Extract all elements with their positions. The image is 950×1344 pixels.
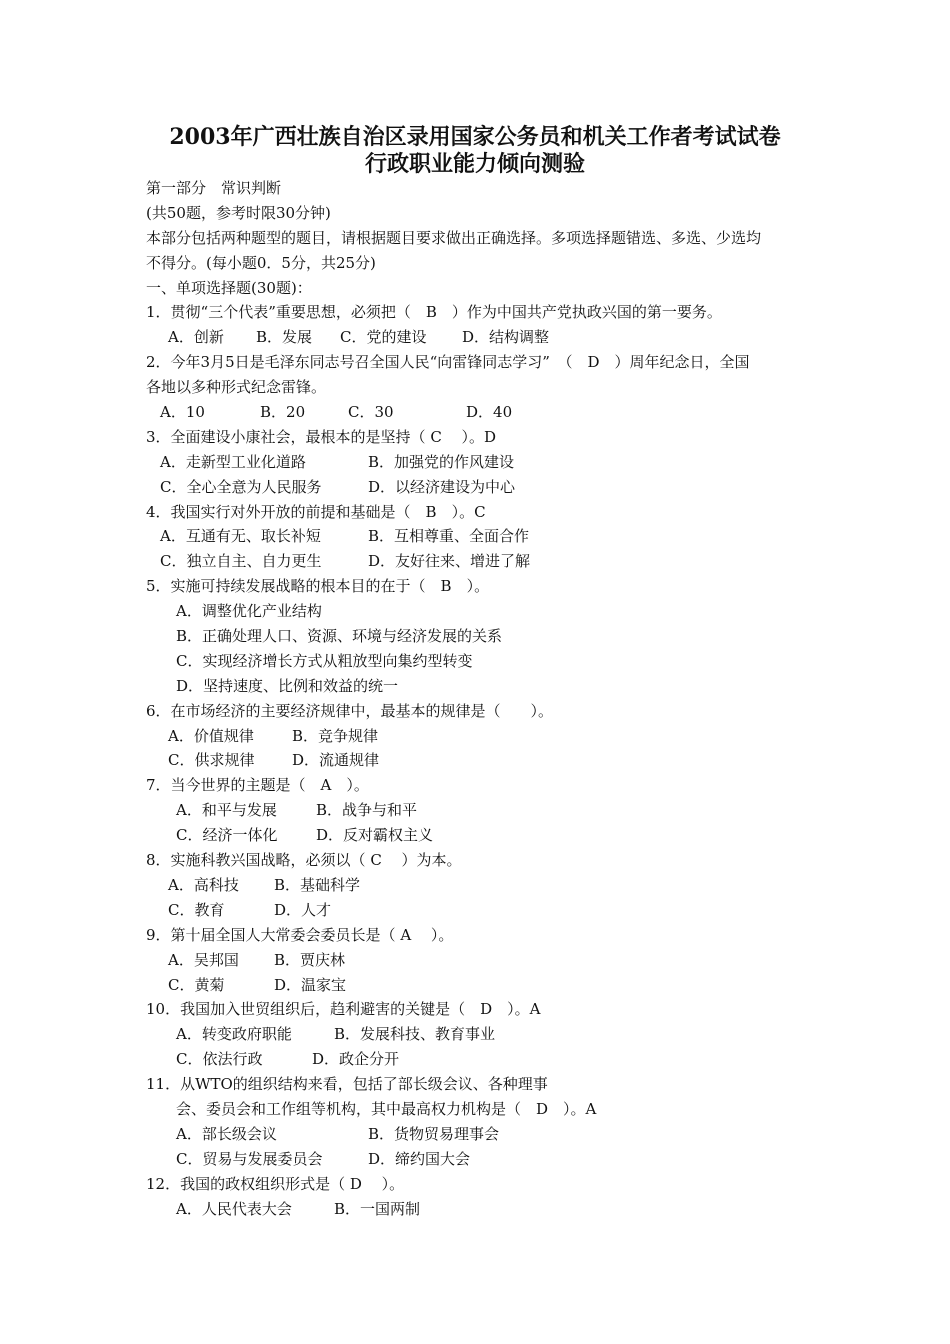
option-a: A．创新 [168, 328, 224, 347]
question-8-options-row2 [146, 898, 816, 923]
option-a: A．部长级会议 [176, 1124, 277, 1143]
document-title: 2003年广西壮族自治区录用国家公务员和机关工作者考试试卷 [169, 124, 781, 150]
option-b: B．发展 [256, 328, 313, 347]
option-d: D．40 [466, 403, 513, 422]
option-b: B．竞争规律 [292, 726, 379, 745]
option-b: B．加强党的作风建设 [368, 452, 515, 471]
question-5: 5．实施可持续发展战略的根本目的在于（ B ）。 [146, 577, 490, 596]
question-3: 3．全面建设小康社会，最根本的是坚持（ C ）。D [146, 427, 497, 446]
option-a: A．价值规律 [168, 726, 254, 745]
option-b: B．正确处理人口、资源、环境与经济发展的关系 [176, 627, 503, 646]
option-c: C．贸易与发展委员会 [176, 1149, 323, 1168]
part-info: (共50题，参考时限30分钟) [146, 203, 331, 222]
part-description-cont: 不得分。(每小题0．5分，共25分) [146, 253, 376, 272]
question-11: 11．从WTO的组织结构来看，包括了部长级会议、各种理事 [146, 1075, 548, 1094]
option-c: C．依法行政 [176, 1050, 263, 1069]
option-a: A．互通有无、取长补短 [160, 527, 321, 546]
option-b: B．20 [260, 403, 306, 422]
option-c: C．供求规律 [168, 751, 255, 770]
option-c: C．党的建设 [340, 328, 427, 347]
option-c: C．实现经济增长方式从粗放型向集约型转变 [176, 651, 473, 670]
question-3-options-row2 [146, 475, 816, 500]
question-7-options-row1 [146, 798, 816, 823]
question-11-options-row1 [146, 1122, 816, 1147]
option-b: B．互相尊重、全面合作 [368, 527, 530, 546]
option-c: C．全心全意为人民服务 [160, 477, 322, 496]
question-1: 1．贯彻“三个代表”重要思想，必须把（ B ）作为中国共产党执政兴国的第一要务。 [146, 303, 722, 322]
option-c: C．30 [348, 403, 394, 422]
option-a: A．人民代表大会 [176, 1199, 292, 1218]
question-4: 4．我国实行对外开放的前提和基础是（ B ）。C [146, 502, 486, 521]
part-description: 本部分包括两种题型的题目，请根据题目要求做出正确选择。多项选择题错选、多选、少选均 [146, 228, 762, 247]
option-d: D．以经济建设为中心 [368, 477, 516, 496]
question-10-options-row1 [146, 1022, 816, 1047]
document-body [146, 176, 816, 1221]
option-a: A．调整优化产业结构 [176, 602, 322, 621]
option-d: D．坚持速度、比例和效益的统一 [176, 676, 399, 695]
question-8-options-row1 [146, 873, 816, 898]
option-b: B．发展科技、教育事业 [334, 1025, 496, 1044]
option-a: A．转变政府职能 [176, 1025, 292, 1044]
question-6: 6．在市场经济的主要经济规律中，最基本的规律是（ ）。 [146, 701, 554, 720]
question-9-options-row2 [146, 973, 816, 998]
question-1-options [146, 325, 816, 350]
question-9: 9．第十届全国人大常委会委员长是（ A ）。 [146, 925, 454, 944]
option-b: B．贾庆林 [274, 950, 346, 969]
question-2-options [146, 400, 816, 425]
option-b: B．货物贸易理事会 [368, 1124, 500, 1143]
option-d: D．温家宝 [274, 975, 347, 994]
question-7: 7．当今世界的主题是（ A ）。 [146, 776, 369, 795]
option-d: D．人才 [274, 900, 332, 919]
question-6-options-row1 [146, 724, 816, 749]
option-d: D．结构调整 [462, 328, 550, 347]
option-d: D．流通规律 [292, 751, 380, 770]
option-c: C．黄菊 [168, 975, 225, 994]
question-8: 8．实施科教兴国战略，必须以（ C ）为本。 [146, 851, 462, 870]
option-c: C．经济一体化 [176, 826, 278, 845]
option-c: C．独立自主、自力更生 [160, 552, 322, 571]
question-9-options-row1 [146, 948, 816, 973]
option-d: D．缔约国大会 [368, 1149, 471, 1168]
question-2-cont: 各地以多种形式纪念雷锋。 [146, 378, 327, 397]
part-heading: 第一部分 常识判断 [146, 179, 282, 197]
option-b: B．基础科学 [274, 875, 361, 894]
option-a: A．吴邦国 [168, 950, 239, 969]
question-4-options-row2 [146, 549, 816, 574]
document-subtitle: 行政职业能力倾向测验 [364, 151, 585, 177]
option-a: A．和平与发展 [176, 801, 277, 820]
question-10: 10．我国加入世贸组织后，趋利避害的关键是（ D ）。A [146, 1000, 541, 1019]
option-a: A．高科技 [168, 875, 239, 894]
question-12-options-row1 [146, 1197, 816, 1222]
question-11-cont: 会、委员会和工作组等机构，其中最高权力机构是（ D ）。A [176, 1099, 597, 1118]
option-c: C．教育 [168, 900, 225, 919]
option-d: D．反对霸权主义 [316, 826, 434, 845]
option-d: D．政企分开 [312, 1050, 400, 1069]
question-12: 12．我国的政权组织形式是（ D ）。 [146, 1174, 405, 1193]
question-10-options-row2 [146, 1047, 816, 1072]
question-6-options-row2 [146, 748, 816, 773]
option-a: A．走新型工业化道路 [160, 452, 306, 471]
section-heading: 一、单项选择题(30题)： [146, 278, 312, 297]
question-2: 2．今年3月5日是毛泽东同志号召全国人民“向雷锋同志学习” （ D ）周年纪念日，全国 [146, 353, 750, 372]
option-b: B．一国两制 [334, 1199, 421, 1218]
question-4-options-row1 [146, 524, 816, 549]
option-a: A．10 [160, 403, 205, 422]
question-3-options-row1 [146, 450, 816, 475]
option-d: D．友好往来、增进了解 [368, 552, 531, 571]
option-b: B．战争与和平 [316, 801, 418, 820]
question-7-options-row2 [146, 823, 816, 848]
question-11-options-row2 [146, 1147, 816, 1172]
